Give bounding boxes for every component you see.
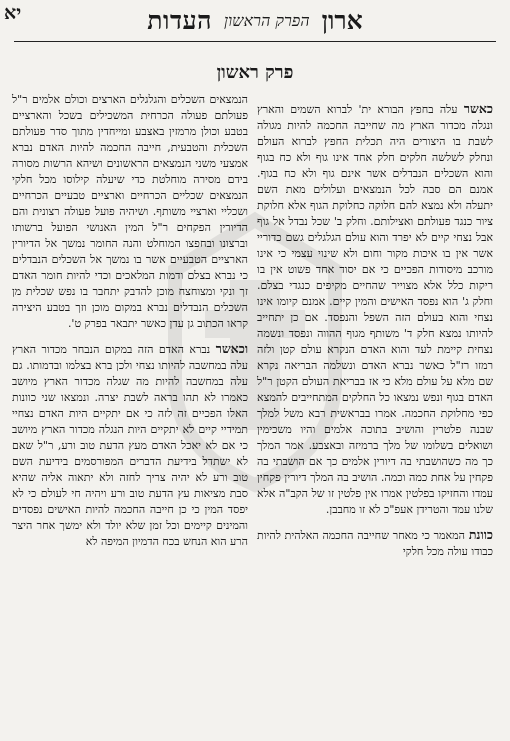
- header-title-right: ארון: [321, 6, 363, 35]
- chapter-title: פרק ראשון: [216, 62, 294, 83]
- paragraph-text: המאמר כי מאחר שחייבה החכמה האלהית להיות כבודו עולה מכל חלקי: [257, 529, 493, 558]
- paragraph-lead-word: וכאשר: [215, 341, 249, 356]
- running-header: [12, 4, 498, 38]
- text-column-right: [257, 101, 493, 560]
- page-number: יא: [4, 2, 22, 24]
- header-title-left: העדות: [147, 6, 212, 35]
- paragraph-text: עלה בחפץ הבורא ית' לברוא השמים והארץ ונגלה מכדור הארץ מה שחייבה החכמה להיות מגולה לשבת בו היצורים היה תכלית החפץ לברוא העולם ונחלק לשלשה חלקים חלק אחד אינו גוף ולא כח בגוף והוא השכלים הנבדלים אשר אינם גוף ולא כח בגוף. אמנם הם סבה לכל הנמצאים ועלולים מאת השם יתעלה ולא נמצא להם חלוקה כחלוקת הגוף אלא חלוקת ציור כנגד פעולתם ואצילותם. וחלק ב' שכל נבדל אל גוף אבל נצחי קיים לא יפרד והוא עולם הגלגלים גשם כדוריי אשר אין בו איכות מקור וחום ולא שינוי עצמי כי אינו מורכב מיסודות הפכיים כי אם יסוד אחד פשוט אין בו ריקות כלל אלא מצוייר שהחיים מקיפים כנגדי בצלם. וחלק ג' הוא נפסד האישים והמין קיים. אמנם קיומו אינו נצחי והוא בעולם הזה השפל והנפסד. אם כן יתחייב להיותו נמצא חלק ד' משותף מגוף ההווה ונפסד ונשמה נצחית קיימת לעד והוא האדם הנקרא עולם קטן ולזה רמזו רז"ל כאשר נברא האדם ונשלמה הבריאה נקרא שם מלא על עולם מלא כי אז בבריאת העולם הקטן ר"ל האדם בגוף ונפש נמצאו כל החלקים המתחייבים להמצא כפי מחלוקת החכמה. אמרו בבראשית רבא משל למלך שבנה פלטרין והושיב בתוכה אלמים והיו משכימין ושואלים בשלומו של מלך ברמיזה ובאצבע. אמר המלך כך מה כשהושבתי בה דיורין אלמים כך אם הושבתי בה פקחין על אחת כמה וכמה. הושיב בה המלך דיורין פקחין עמדו והחזיקו בפלטין אמרו אין פלטין זו של הקב"ה אלא שלנו עמד והטרידן אעפ"כ לא זו מחבבן.: [257, 103, 493, 516]
- paragraph: [12, 341, 248, 550]
- paragraph-text: נברא האדם הזה במקום הנבחר מכדור הארץ עלה במחשבה להיותו נצחי ולכן ברא בצלמו ובדמותו. גם עלה במחשבה להיות מה שגלה מכדור הארץ מיושב כאמרו לא תהו בראה לשבת יצרה. ונמצאו שני כוונות האלו הפכיים זה לזה כי אם יתקיים היות האדם נצחיי תמידיי קיים לא יתקיים היות הנגלה מכדור הארץ מיושב כי אם לא יאכל האדם מעץ הדעת טוב ורע, ר"ל שאם לא ישתדל בידיעת הדברים המפורסמים בידיעת השם טוב ורע לא יהיה צריך לחזה ולא יתאוה אליה שהיא סבת מציאות עץ הדעת טוב ורע ויהיה חי לעולם כי לא יפסד המין כי כן חייבה החכמה להיות האישים נפסדים והמינים קיימים וכל זמן שלא יולד ולא ימשך אחר היצר הרע הוא הנחש בכח הדמיון המיפה לא: [12, 343, 248, 548]
- paragraph-lead-word: כוונת: [468, 527, 494, 542]
- paragraph: [12, 92, 248, 332]
- paragraph-text: הנמצאים השכלים והגלגלים הארצים וכולם אלמים ר"ל פעולתם פעולה הכרחית המשכילים בשכל והארציים בטבע וכולן מרמזין באצבע ומייחדין מתוך סדר פעולתם השכלית והטבעית, חייבה החכמה להיות האדם נברא אמצעי משני הנמצאים הראשונים ושיהא הרשות מסורה בידם מסירה מוחלטת כדי שיעלה קילוסו מכל חלקי הנמצאים שכליים הכרחיים וארציים טבעיים הכרחיים ושכליי וארציי משותף. ושיהיה פועל פעולה רצונית והם הדיורין הפקחים ר"ל המין האנושי הפועל ברשותו וברצונו ובחפצו המוחלט והנה החומר נמשך אל הדיורין הארציים הטבעיים אשר בו נמשך אל השכלים הנבדלים כי נברא בצלם ודמות המלאכים וכדי להיות חומר האדם זך ונקי ומצוחצח מוכן להדבק יתחבר בו נפש שכלית מן השכלים הנבדלים נברא במקום מוכן וזך בטבע היצירה קראו הכתוב גן עדן כאשר יתבאר בפרק ט'.: [12, 93, 248, 330]
- paragraph-lead-word: כאשר: [463, 101, 493, 116]
- header-rule: [14, 41, 496, 42]
- text-column-left: [12, 92, 248, 550]
- paragraph: [257, 101, 493, 518]
- header-subtitle: הפרק הראשון: [224, 11, 310, 30]
- paragraph: [257, 527, 493, 560]
